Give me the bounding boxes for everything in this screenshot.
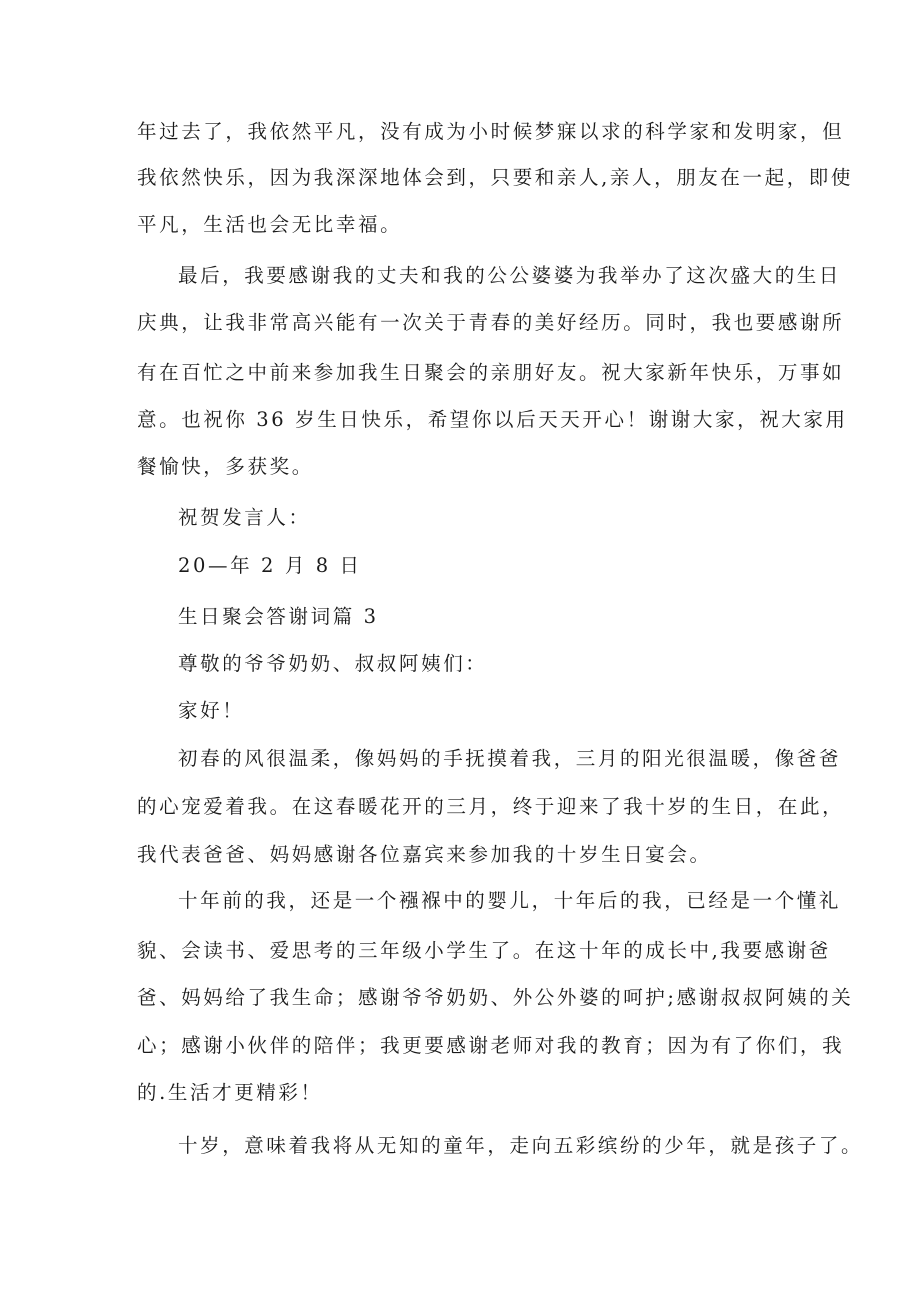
text-line: 庆典，让我非常高兴能有一次关于青春的美好经历。同时，我也要感谢所 xyxy=(137,311,845,334)
text-line: 平凡，生活也会无比幸福。 xyxy=(137,213,403,236)
salutation: 尊敬的爷爷奶奶、叔叔阿姨们： xyxy=(178,652,488,675)
text-line: 心；感谢小伙伴的陪伴；我更要感谢老师对我的教育；因为有了你们，我 xyxy=(137,1034,845,1057)
text-line: 初春的风很温柔，像妈妈的手抚摸着我，三月的阳光很温暖，像爸爸 xyxy=(178,747,842,770)
greeting: 家好！ xyxy=(178,699,245,722)
text-line: 意。也祝你 36 岁生日快乐，希望你以后天天开心！谢谢大家，祝大家用 xyxy=(137,408,848,431)
date-line: 20—年 2 月 8 日 xyxy=(178,554,362,577)
text-line: 爸、妈妈给了我生命；感谢爷爷奶奶、外公外婆的呵护;感谢叔叔阿姨的关 xyxy=(137,986,854,1009)
section-heading: 生日聚会答谢词篇 3 xyxy=(178,605,379,628)
text-line: 有在百忙之中前来参加我生日聚会的亲朋好友。祝大家新年快乐，万事如 xyxy=(137,361,845,384)
text-line: 我代表爸爸、妈妈感谢各位嘉宾来参加我的十岁生日宴会。 xyxy=(137,843,712,866)
text-line: 的.生活才更精彩！ xyxy=(137,1081,323,1104)
text-line: 貌、会读书、爱思考的三年级小学生了。在这十年的成长中,我要感谢爸 xyxy=(137,939,831,962)
text-line: 餐愉快，多获奖。 xyxy=(137,455,314,478)
text-line: 的心宠爱着我。在这春暖花开的三月，终于迎来了我十岁的生日，在此， xyxy=(137,795,845,818)
text-line: 十岁，意味着我将从无知的童年，走向五彩缤纷的少年，就是孩子了。 xyxy=(178,1134,864,1157)
signature-label: 祝贺发言人： xyxy=(178,506,311,529)
text-line: 我依然快乐，因为我深深地体会到，只要和亲人,亲人，朋友在一起，即使 xyxy=(137,166,853,189)
text-line: 最后，我要感谢我的丈夫和我的公公婆婆为我举办了这次盛大的生日 xyxy=(178,264,842,287)
text-line: 十年前的我，还是一个襁褓中的婴儿，十年后的我，已经是一个懂礼 xyxy=(178,889,842,912)
text-line: 年过去了，我依然平凡，没有成为小时候梦寐以求的科学家和发明家，但 xyxy=(137,120,845,143)
